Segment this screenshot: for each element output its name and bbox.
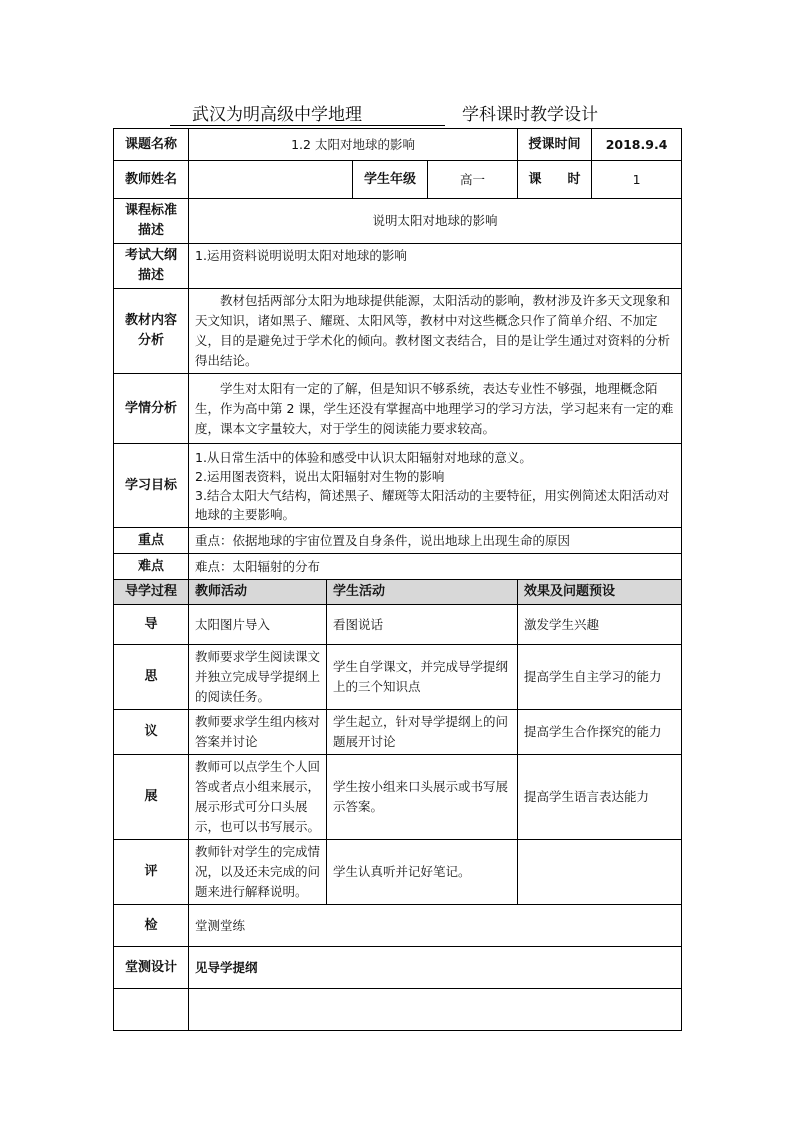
school-name: 武汉为明高级中学地理: [170, 100, 445, 126]
process-stage: 展: [114, 755, 189, 840]
process-effect: 提高学生合作探究的能力: [518, 710, 682, 755]
teacher-row: [114, 161, 682, 199]
learner-value: 学生对太阳有一定的了解，但是知识不够系统，表达专业性不够强，地理概念陌生，作为高中第 2 课，学生还没有掌握高中地理学习的学习方法，学习起来有一定的难度，课本文字量较大，对于学生的阅读能力要求较高。: [189, 374, 682, 444]
process-teacher: 教师针对学生的完成情况，以及还未完成的问题来进行解释说明。: [189, 840, 327, 905]
exam-row: [114, 244, 682, 289]
standard-value: 说明太阳对地球的影响: [189, 199, 682, 244]
process-teacher: 教师可以点学生个人回答或者点小组来展示，展示形式可分口头展示，也可以书写展示。: [189, 755, 327, 840]
test-row: [114, 947, 682, 989]
process-header-row: [114, 580, 682, 605]
material-row: [114, 289, 682, 374]
learner-row: [114, 374, 682, 444]
learner-label: 学情分析: [114, 374, 189, 444]
exam-value: 1.运用资料说明说明太阳对地球的影响: [189, 244, 682, 289]
goal-item: 3.结合太阳大气结构，简述黑子、耀斑等太阳活动的主要特征，用实例简述太阳活动对地球的主要影响。: [195, 487, 670, 522]
process-stage: 议: [114, 710, 189, 755]
process-row: [114, 840, 682, 905]
grade-value: 高一: [428, 161, 518, 199]
goals-list: [189, 444, 682, 528]
process-row: [114, 755, 682, 840]
process-row: [114, 605, 682, 645]
material-value: 教材包括两部分太阳为地球提供能源，太阳活动的影响，教材涉及许多天文现象和天文知识，诸如黑子、耀斑、太阳风等，教材中对这些概念只作了简单介绍、不加定义，目的是避免过于学术化的倾向。教材图文表结合，目的是让学生通过对资料的分析得出结论。: [189, 289, 682, 374]
key-value: 重点：依据地球的宇宙位置及自身条件，说出地球上出现生命的原因: [189, 528, 682, 554]
goal-item: 2.运用图表资料，说出太阳辐射对生物的影响: [195, 468, 445, 484]
difficulty-value: 难点：太阳辐射的分布: [189, 554, 682, 580]
process-effect: 提高学生语言表达能力: [518, 755, 682, 840]
goal-item: 1.从日常生活中的体验和感受中认识太阳辐射对地球的意义。: [195, 449, 532, 465]
test-label: 堂测设计: [114, 947, 189, 989]
process-stage: 思: [114, 645, 189, 710]
key-row: [114, 528, 682, 554]
blank-row: [114, 989, 682, 1031]
process-student: 学生认真听并记好笔记。: [327, 840, 518, 905]
process-student: 学生按小组来口头展示或书写展示答案。: [327, 755, 518, 840]
document-title: [170, 100, 630, 126]
process-header-student: 学生活动: [327, 580, 518, 605]
process-header-effect: 效果及问题预设: [518, 580, 682, 605]
date-value: 2018.9.4: [592, 129, 682, 161]
process-effect: 提高学生自主学习的能力: [518, 645, 682, 710]
goals-row: [114, 444, 682, 528]
period-label: 课 时: [518, 161, 592, 199]
process-teacher: 教师要求学生阅读课文并独立完成导学提纲上的阅读任务。: [189, 645, 327, 710]
goals-label: 学习目标: [114, 444, 189, 528]
topic-row: [114, 129, 682, 161]
process-stage: 导: [114, 605, 189, 645]
test-value: 见导学提纲: [189, 947, 682, 989]
topic-value: 1.2 太阳对地球的影响: [189, 129, 518, 161]
difficulty-label: 难点: [114, 554, 189, 580]
topic-label: 课题名称: [114, 129, 189, 161]
process-header-teacher: 教师活动: [189, 580, 327, 605]
process-teacher: 教师要求学生组内核对答案并讨论: [189, 710, 327, 755]
process-student: 学生起立，针对导学提纲上的问题展开讨论: [327, 710, 518, 755]
check-value: 堂测堂练: [189, 905, 682, 947]
difficulty-row: [114, 554, 682, 580]
process-student: 看图说话: [327, 605, 518, 645]
period-value: 1: [592, 161, 682, 199]
process-effect: [518, 840, 682, 905]
teacher-value: [189, 161, 353, 199]
exam-label: 考试大纲描述: [114, 244, 189, 289]
grade-label: 学生年级: [353, 161, 428, 199]
teacher-label: 教师姓名: [114, 161, 189, 199]
check-row: [114, 905, 682, 947]
lesson-plan-table: [113, 128, 682, 1031]
process-header-stage: 导学过程: [114, 580, 189, 605]
process-student: 学生自学课文，并完成导学提纲上的三个知识点: [327, 645, 518, 710]
blank-cell: [114, 989, 189, 1031]
process-stage: 评: [114, 840, 189, 905]
check-label: 检: [114, 905, 189, 947]
date-label: 授课时间: [518, 129, 592, 161]
title-suffix: 学科课时教学设计: [462, 105, 598, 125]
process-effect: 激发学生兴趣: [518, 605, 682, 645]
standard-label: 课程标准描述: [114, 199, 189, 244]
standard-row: [114, 199, 682, 244]
process-row: [114, 645, 682, 710]
material-label: 教材内容分析: [114, 289, 189, 374]
process-teacher: 太阳图片导入: [189, 605, 327, 645]
key-label: 重点: [114, 528, 189, 554]
blank-cell: [189, 989, 682, 1031]
process-row: [114, 710, 682, 755]
